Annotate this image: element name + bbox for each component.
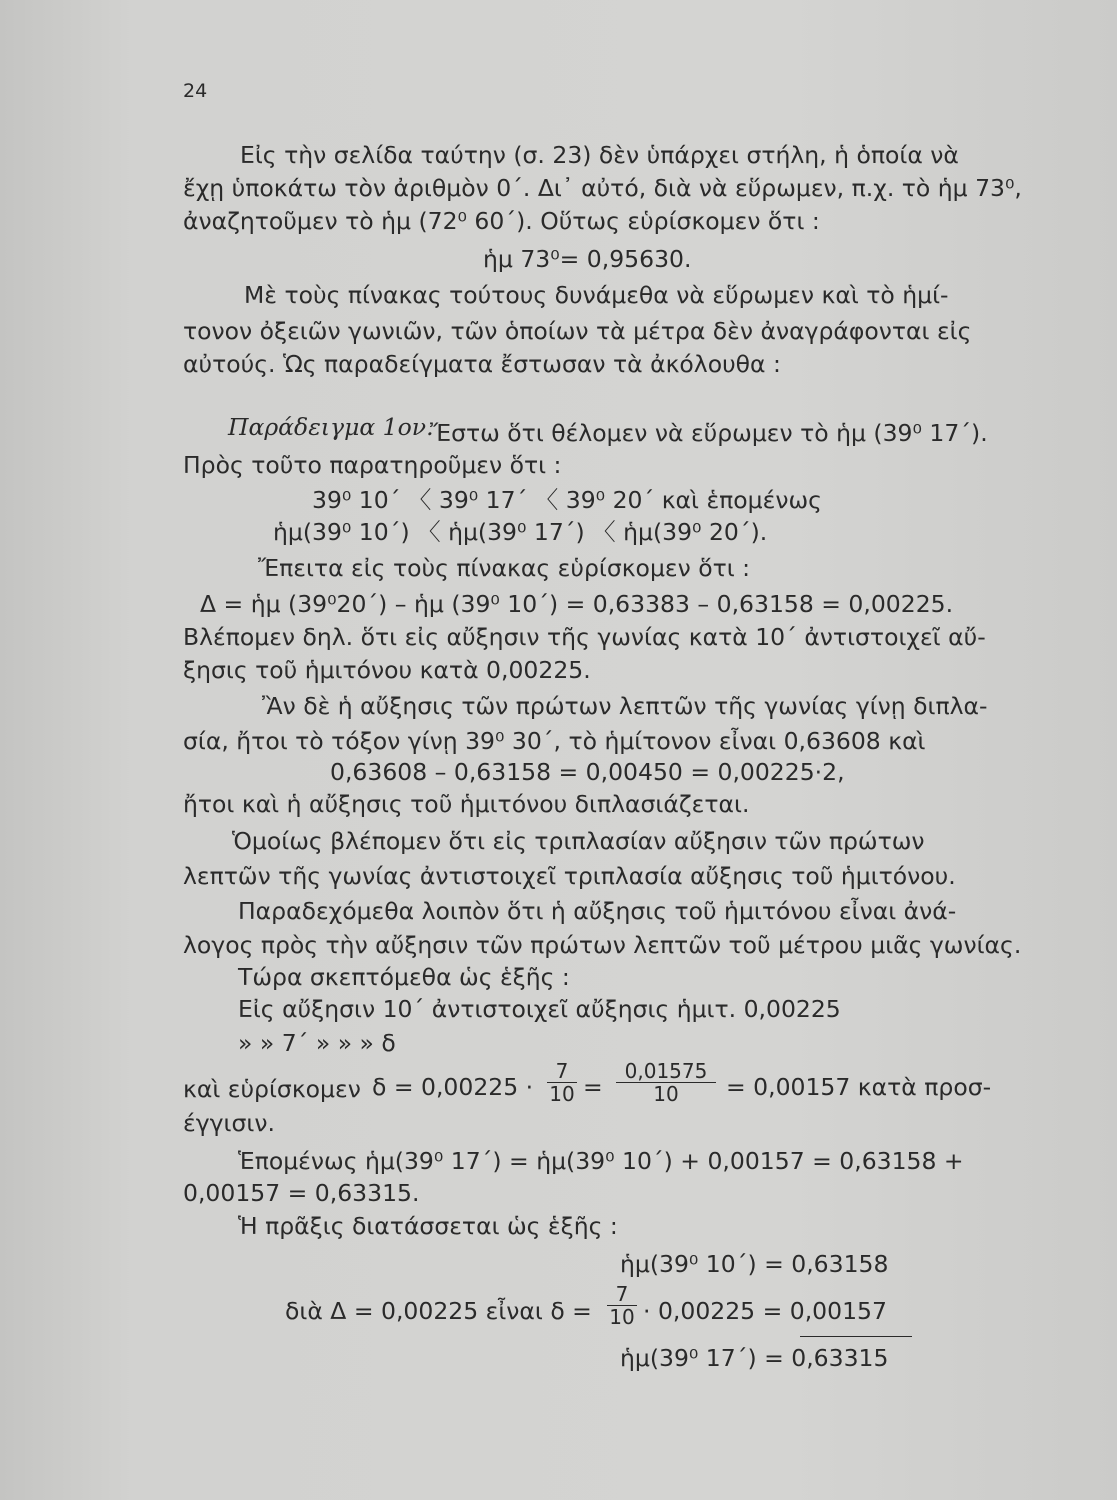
text-line: Ἔστω ὅτι θέλομεν νὰ εὕρωμεν τὸ ἡμ (39⁰ 17΄).	[430, 419, 988, 447]
equation-line: 39⁰ 10΄ 〈 39⁰ 17΄ 〈 39⁰ 20΄ καὶ ἑπομένως	[312, 486, 822, 514]
text-line: Μὲ τοὺς πίνακας τούτους δυνάμεθα νὰ εὕρωμεν καὶ τὸ ἡμί-	[244, 281, 949, 309]
text-line: Ἂν δὲ ἡ αὔξησις τῶν πρώτων λεπτῶν τῆς γωνίας γίνῃ διπλα-	[262, 692, 988, 720]
equation-line: Ἑπομένως ἡμ(39⁰ 17΄) = ἡμ(39⁰ 10΄) + 0,00157 = 0,63158 +	[238, 1147, 964, 1175]
equation-line: 0,63608 – 0,63158 = 0,00450 = 0,00225·2,	[330, 758, 845, 786]
fraction-denominator: 10	[609, 1305, 635, 1329]
fraction-denominator: 10	[653, 1082, 679, 1106]
equation-line: ἡμ 73⁰= 0,95630.	[483, 245, 692, 273]
equation-line: ἡμ(39⁰ 10΄) = 0,63158	[620, 1250, 889, 1278]
equation-part: διὰ Δ = 0,00225 εἶναι δ =	[285, 1297, 592, 1325]
text-line: σία, ἤτοι τὸ τόξον γίνῃ 39⁰ 30΄, τὸ ἡμίτονον εἶναι 0,63608 καὶ	[183, 727, 926, 755]
text-line: Ὁμοίως βλέπομεν ὅτι εἰς τριπλασίαν αὔξησιν τῶν πρώτων	[232, 827, 925, 855]
equation-line: ἡμ(39⁰ 17΄) = 0,63315	[620, 1344, 889, 1372]
text-line: έγγισιν.	[183, 1109, 275, 1137]
text-line: ξησις τοῦ ἡμιτόνου κατὰ 0,00225.	[183, 656, 591, 684]
text-line: Βλέπομεν δηλ. ὅτι εἰς αὔξησιν τῆς γωνίας κατὰ 10΄ ἀντιστοιχεῖ αὔ-	[183, 623, 986, 651]
equation-part: · 0,00225 = 0,00157	[643, 1297, 887, 1325]
equation-line: Δ = ἡμ (39⁰20΄) – ἡμ (39⁰ 10΄) = 0,63383 – 0,63158 = 0,00225.	[200, 590, 954, 618]
text-line: λογος πρὸς τὴν αὔξησιν τῶν πρώτων λεπτῶν τοῦ μέτρου μιᾶς γωνίας.	[183, 931, 1022, 959]
text-line: Εἰς τὴν σελίδα ταύτην (σ. 23) δὲν ὑπάρχει στήλη, ἡ ὁποία νὰ	[240, 141, 959, 169]
text-line: αὐτούς. Ὡς παραδείγματα ἔστωσαν τὰ ἀκόλουθα :	[183, 350, 781, 378]
text-line: τονον ὀξειῶν γωνιῶν, τῶν ὁποίων τὰ μέτρα δὲν ἀναγράφονται εἰς	[183, 317, 972, 345]
equation-line: 0,00157 = 0,63315.	[183, 1179, 420, 1207]
text-line: λεπτῶν τῆς γωνίας ἀντιστοιχεῖ τριπλασία αὔξησις τοῦ ἡμιτόνου.	[183, 862, 956, 890]
text-line: ἀναζητοῦμεν τὸ ἡμ (72⁰ 60΄). Οὕτως εὑρίσκομεν ὅτι :	[183, 207, 820, 235]
text-line: Παραδεχόμεθα λοιπὸν ὅτι ἡ αὔξησις τοῦ ἡμιτόνου εἶναι ἀνά-	[238, 897, 957, 925]
fraction-numerator: 0,01575	[616, 1060, 716, 1083]
text-line: Ἔπειτα εἰς τοὺς πίνακας εὑρίσκομεν ὅτι :	[258, 554, 751, 582]
text-line: Εἰς αὔξησιν 10΄ ἀντιστοιχεῖ αὔξησις ἡμιτ. 0,00225	[238, 995, 841, 1023]
text-line: Ἡ πρᾶξις διατάσσεται ὡς ἑξῆς :	[238, 1212, 618, 1240]
equation-part: =	[583, 1073, 603, 1101]
text-line: ἔχῃ ὑποκάτω τὸν ἀριθμὸν 0΄. Δι᾽ αὐτό, διὰ νὰ εὕρωμεν, π.χ. τὸ ἡμ 73⁰,	[183, 174, 1022, 202]
text-line: Πρὸς τοῦτο παρατηροῦμεν ὅτι :	[183, 451, 562, 479]
page-number: 24	[183, 80, 208, 102]
fraction	[547, 1060, 577, 1105]
equation-line: ἡμ(39⁰ 10΄) 〈 ἡμ(39⁰ 17΄) 〈 ἡμ(39⁰ 20΄).	[273, 518, 768, 546]
fraction	[607, 1283, 637, 1328]
text-line: Τώρα σκεπτόμεθα ὡς ἑξῆς :	[238, 963, 570, 991]
example-heading: Παράδειγμα 1ον.	[228, 413, 434, 441]
fraction	[616, 1060, 716, 1105]
text-line: καὶ εὑρίσκομεν	[183, 1075, 361, 1103]
ditto-line: » » 7΄ » » » δ	[238, 1029, 396, 1057]
equation-part: = 0,00157 κατὰ προσ-	[726, 1073, 992, 1101]
fraction-numerator: 7	[547, 1060, 577, 1083]
fraction-denominator: 10	[549, 1082, 575, 1106]
equation-part: δ = 0,00225 ·	[372, 1073, 534, 1101]
text-line: ἤτοι καὶ ἡ αὔξησις τοῦ ἡμιτόνου διπλασιάζεται.	[183, 790, 750, 818]
fraction-numerator: 7	[607, 1283, 637, 1306]
sum-rule	[800, 1336, 912, 1337]
